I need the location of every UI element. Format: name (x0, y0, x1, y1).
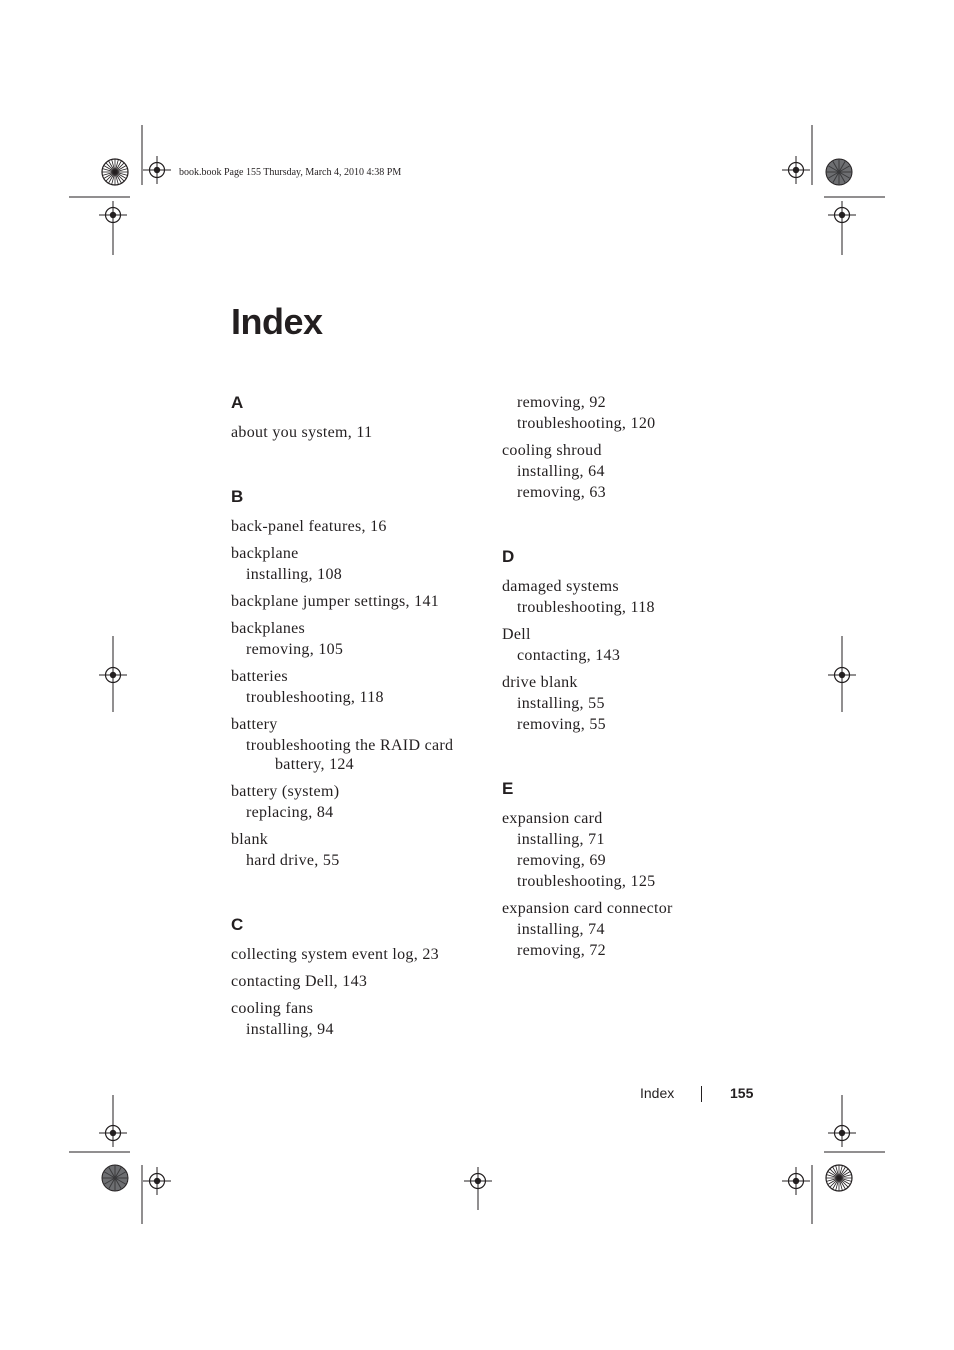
index-subentry: installing, 55 (517, 695, 605, 712)
footer-divider (701, 1086, 702, 1102)
index-entry: backplane jumper settings, 141 (231, 593, 440, 610)
index-entry: back-panel features, 16 (231, 518, 387, 535)
index-subentry: removing, 63 (517, 484, 606, 501)
index-subentry: removing, 92 (517, 394, 606, 411)
registration-tint-disc-icon (102, 1165, 128, 1191)
registration-starburst-icon (826, 1165, 852, 1191)
registration-target-icon (143, 156, 171, 184)
registration-target-icon (464, 1167, 492, 1195)
index-subentry: installing, 74 (517, 921, 605, 938)
registration-target-icon (828, 1119, 856, 1147)
index-entry: drive blank (502, 674, 578, 691)
page-title: Index (231, 301, 323, 342)
index-subentry: removing, 105 (246, 641, 344, 658)
index-subentry: troubleshooting, 125 (517, 873, 656, 890)
section-letter: E (502, 779, 514, 798)
print-slug-line: book.book Page 155 Thursday, March 4, 2010 4:38 PM (179, 167, 402, 178)
index-entry: batteries (231, 668, 288, 685)
index-entry: expansion card connector (502, 900, 673, 917)
index-subentry: replacing, 84 (246, 804, 334, 821)
index-entry: about you system, 11 (231, 424, 373, 441)
index-entry: battery (231, 716, 278, 733)
registration-starburst-icon (102, 159, 128, 185)
index-subentry: installing, 64 (517, 463, 605, 480)
index-entry: backplane (231, 545, 299, 562)
index-entry: expansion card (502, 810, 603, 827)
index-entry: contacting Dell, 143 (231, 973, 368, 990)
index-subentry: hard drive, 55 (246, 852, 340, 869)
index-entry: Dell (502, 626, 531, 643)
section-letter: B (231, 487, 244, 506)
registration-target-icon (782, 1167, 810, 1195)
section-letter: C (231, 915, 244, 934)
footer-page-number: 155 (730, 1085, 754, 1101)
registration-target-icon (828, 661, 856, 689)
registration-target-icon (99, 201, 127, 229)
index-subentry: troubleshooting the RAID card (246, 737, 454, 754)
index-entry: battery (system) (231, 783, 340, 800)
index-subentry: contacting, 143 (517, 647, 621, 664)
registration-target-icon (143, 1167, 171, 1195)
index-subentry-continued: battery, 124 (275, 756, 354, 773)
index-subentry: removing, 69 (517, 852, 606, 869)
registration-target-icon (828, 201, 856, 229)
index-subentry: removing, 55 (517, 716, 606, 733)
index-entry: damaged systems (502, 578, 619, 595)
index-subentry: removing, 72 (517, 942, 606, 959)
registration-target-icon (99, 661, 127, 689)
index-subentry: installing, 71 (517, 831, 605, 848)
index-entry: cooling shroud (502, 442, 602, 459)
index-subentry: troubleshooting, 118 (517, 599, 655, 616)
index-subentry: installing, 94 (246, 1021, 334, 1038)
registration-target-icon (99, 1119, 127, 1147)
index-entry: blank (231, 831, 269, 848)
index-subentry: troubleshooting, 120 (517, 415, 656, 432)
registration-tint-disc-icon (826, 159, 852, 185)
section-letter: D (502, 547, 515, 566)
index-subentry: troubleshooting, 118 (246, 689, 384, 706)
index-subentry: installing, 108 (246, 566, 343, 583)
footer-section-label: Index (640, 1085, 675, 1101)
index-entry: cooling fans (231, 1000, 314, 1017)
index-entry: backplanes (231, 620, 306, 637)
index-entry: collecting system event log, 23 (231, 946, 439, 963)
index-column-right (502, 392, 752, 961)
index-column-left (231, 392, 481, 1040)
registration-target-icon (782, 156, 810, 184)
section-letter: A (231, 393, 244, 412)
